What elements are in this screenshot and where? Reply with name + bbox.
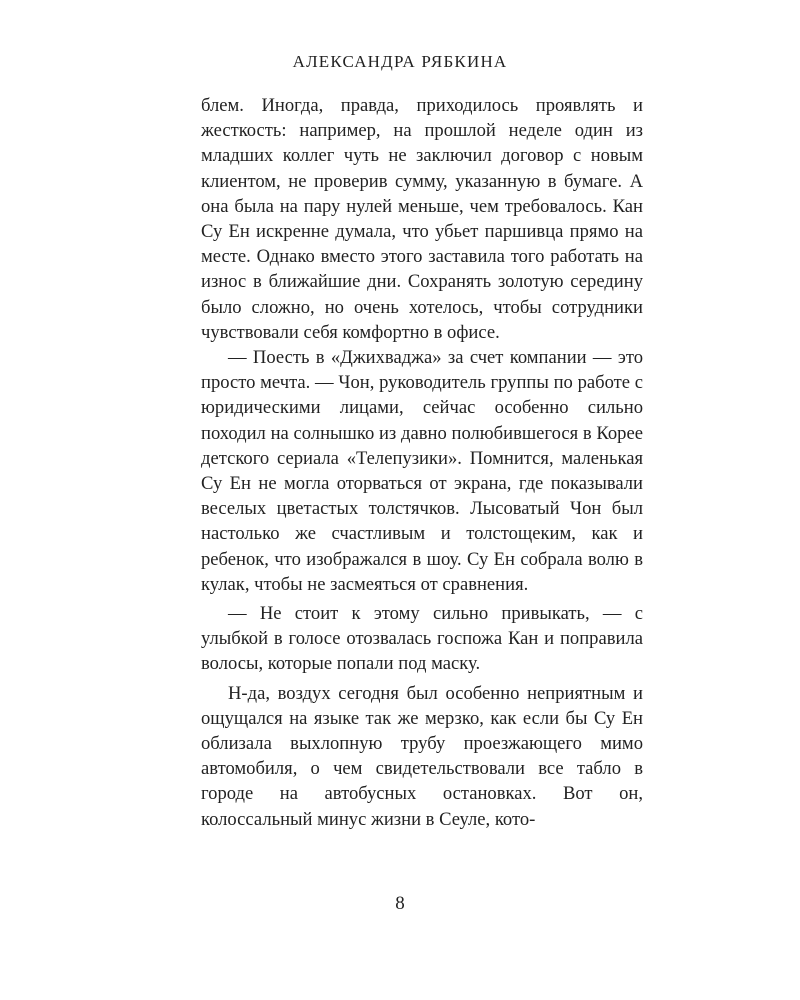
paragraph-4: Н-да, воздух сегодня был особенно неприятным и ощущался на языке так же мерзко, как если бы Су Ен облизала выхлопную трубу проезжающего мимо автомобиля, о чем свидетельствовали все табло в городе на автобусных остановках. Вот он, колоссальный минус жизни в Сеуле, кото- <box>201 682 643 830</box>
page-number: 8 <box>395 893 405 914</box>
paragraph-1: блем. Иногда, правда, приходилось проявлять и жесткость: например, на прошлой неделе один из младших коллег чуть не заключил договор с новым клиентом, не проверив сумму, указанную в бумаге. А она была на пару нулей меньше, чем требовалось. Кан Су Ен искренне думала, что убьет паршивца прямо на месте. Однако вместо этого заставила того работать на износ в ближайшие дни. Сохранять золотую середину было сложно, но очень хотелось, чтобы сотрудники чувствовали себя комфортно в офисе. <box>201 95 643 343</box>
body-text <box>201 93 643 832</box>
paragraph-3: — Не стоит к этому сильно привыкать, — с улыбкой в голосе отозвалась госпожа Кан и поправила волосы, которые попали под маску. <box>201 603 643 675</box>
running-header: АЛЕКСАНДРА РЯБКИНА <box>292 52 508 71</box>
paragraph-2: — Поесть в «Джихваджа» за счет компании — это просто мечта. — Чон, руководитель группы по работе с юридическими лицами, сейчас особенно сильно походил на солнышко из давно полюбившегося в Корее детского сериала «Телепузики». Помнится, маленькая Су Ен не могла оторваться от экрана, где показывали веселых цветастых толстячков. Лысоватый Чон был настолько же счастливым и толстощеким, как и ребенок, что изображался в шоу. Су Ен собрала волю в кулак, чтобы не засмеяться от сравнения. <box>201 347 643 595</box>
